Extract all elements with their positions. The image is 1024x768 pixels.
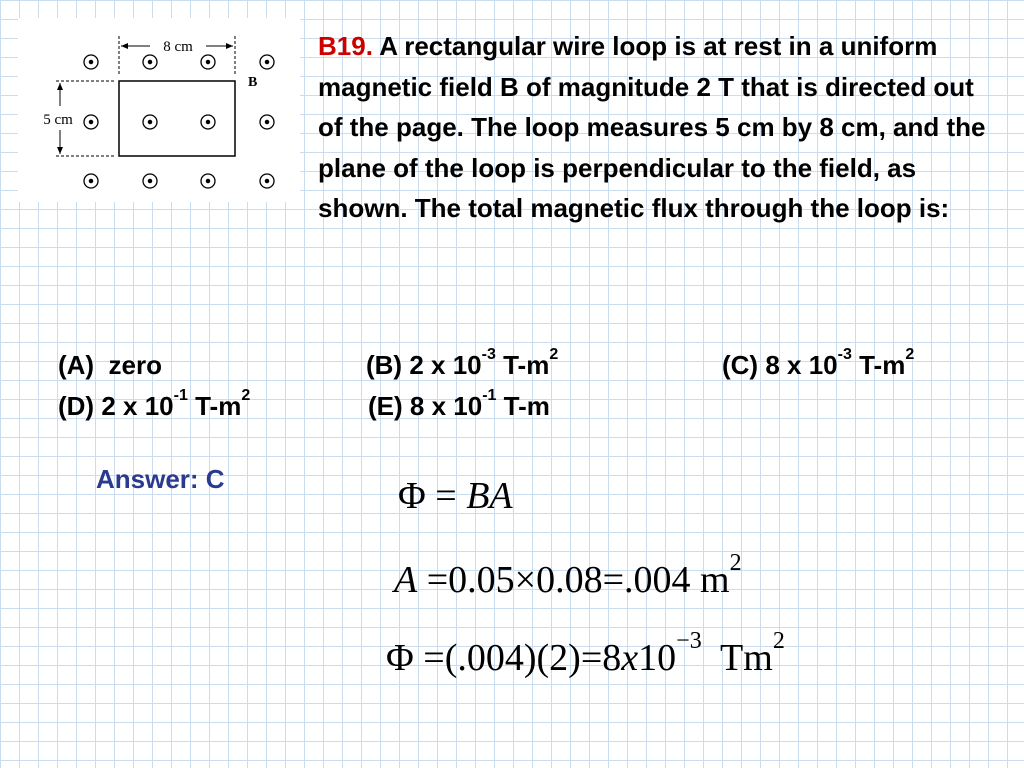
eq2-result-exp: 2 [729,550,742,576]
choice-e-base: 8 x 10 [409,391,483,421]
choice-d [58,387,251,422]
eq2-lhs: A [394,559,418,601]
eq3-unit: Tm [720,637,773,679]
field-symbols [84,55,274,188]
eq1-rhs: BA [466,475,513,517]
width-label: 8 cm [163,39,193,55]
choice-a-text: zero [108,350,163,380]
choice-e-unit: T-m [503,391,550,421]
choice-c [722,346,915,381]
wire-loop [119,81,235,156]
choice-c-exp: -3 [837,346,852,363]
choice-c-base: 8 x 10 [765,350,838,380]
question-number: B19. [318,31,373,61]
choice-b-unit: T-m [503,350,550,380]
choice-b [366,346,559,381]
choice-e-label: (E) [368,391,403,421]
height-label: 5 cm [43,112,73,128]
eq3-unit-exp: 2 [772,628,785,654]
eq3-exp: −3 [676,628,702,654]
eq3-base: 10 [638,637,677,679]
eq3-coef: 8 [602,637,622,679]
choice-c-label: (C) [722,350,759,380]
choice-a-label: (A) [58,350,95,380]
choice-b-unit-exp: 2 [549,346,559,363]
choice-b-exp: -3 [481,346,496,363]
choice-a [58,350,162,381]
eq1-lhs: Φ [398,475,426,517]
choice-d-unit-exp: 2 [241,387,251,404]
choice-c-unit: T-m [859,350,906,380]
eq3-x: x [621,637,639,679]
choice-d-base: 2 x 10 [101,391,174,421]
choice-e-exp: -1 [482,387,497,404]
question-body: A rectangular wire loop is at rest in a uniform magnetic field B of magnitude 2 T that is directed out of the page. The loop measures 5 cm by 8 cm, and the plane of the loop is perpendicular to the field, as shown. The total magnetic flux through the loop is: [318,31,986,223]
field-label: B [248,75,258,90]
eq2-result: .004 m [624,559,730,601]
answer-label: Answer: C [96,464,225,494]
eq3-middle: (.004)(2) [444,637,581,679]
question-text [318,26,998,229]
equation-result: $\Phi =(.004)(2)=8x10^{-3}$ Tm$^2$ [386,628,785,679]
eq3-lhs: Φ [386,637,414,679]
choice-c-unit-exp: 2 [905,346,915,363]
choice-d-exp: -1 [173,387,188,404]
equation-area: A =0.05×0.08=.004 $m^2$ [394,550,742,601]
choice-d-unit: T-m [195,391,242,421]
equation-flux: Φ = BA [398,475,513,517]
eq2-rhs: 0.05×0.08 [448,559,603,601]
choice-d-label: (D) [58,391,95,421]
choice-e [368,387,550,422]
choice-b-base: 2 x 10 [409,350,482,380]
loop-diagram [18,18,300,202]
choice-b-label: (B) [366,350,403,380]
